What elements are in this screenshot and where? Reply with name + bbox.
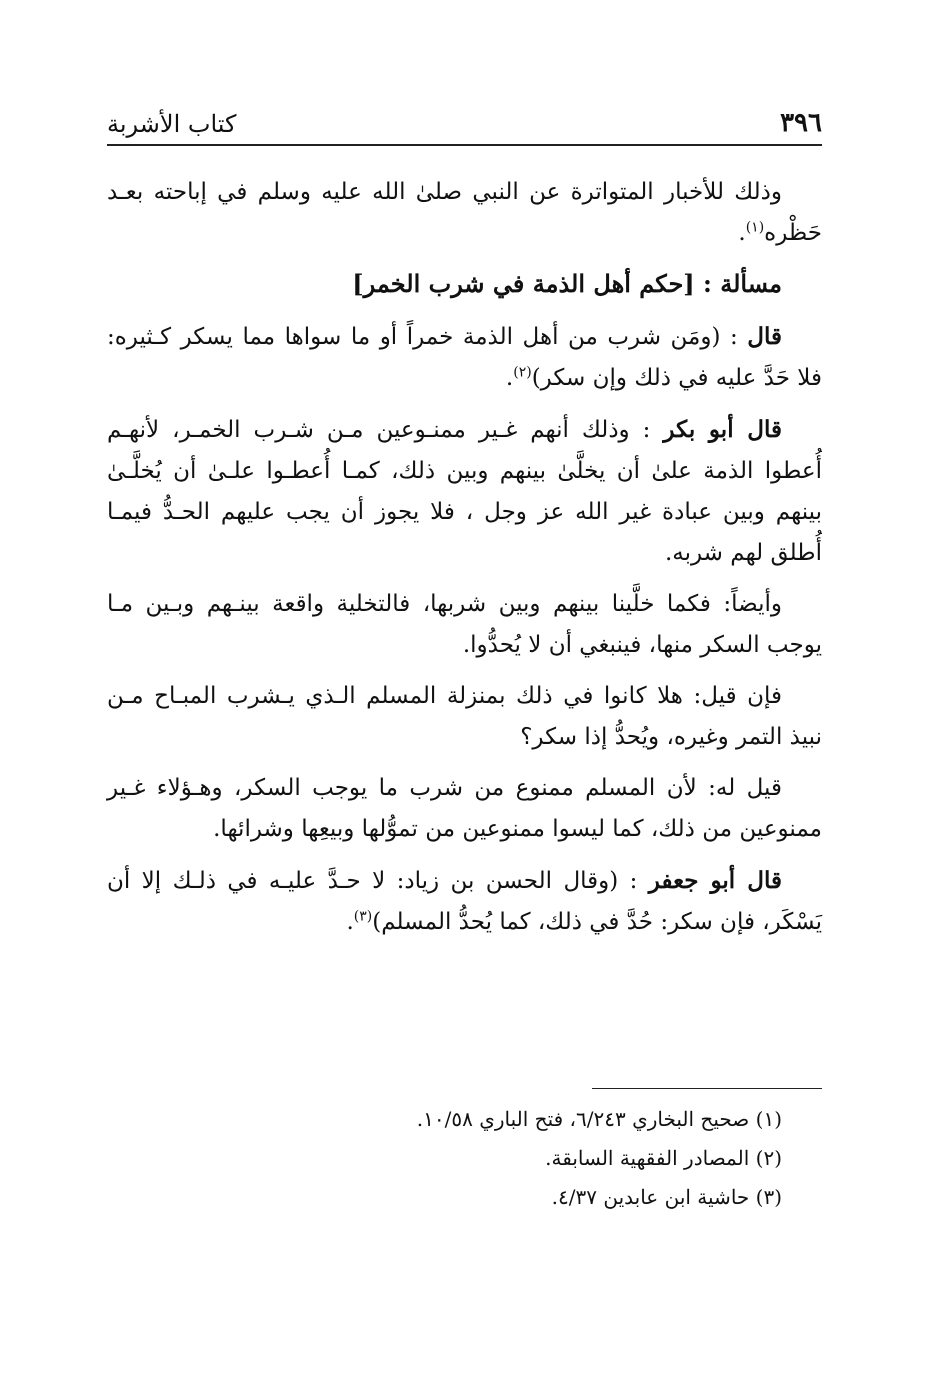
book-page <box>107 0 822 1378</box>
paragraph-2: قال : (ومَن شرب من أهل الذمة خمراً أو ما سواها مما يسكر كـثيره: فلا حَدَّ عليه في ذلك وإن سكر)$^{(٢)}$. <box>107 323 822 391</box>
footnote-ref: (٢) <box>513 364 532 381</box>
speaker-label: قال <box>747 323 782 350</box>
paragraph-1: وذلك للأخبار المتواترة عن النبي صلىٰ الله عليه وسلم في إباحته بعـد حَظْره$^{(١)}$. <box>107 179 822 246</box>
main-text <box>107 172 822 953</box>
footnote-ref: (١) <box>745 219 765 236</box>
footnote-2: (٢) المصادر الفقهية السابقة. <box>545 1146 782 1170</box>
page-header <box>107 102 822 146</box>
section-heading: مسألة : [حكم أهل الذمة في شرب الخمر] <box>352 269 782 298</box>
speaker-label: قال أبو جعفر <box>648 867 782 894</box>
paragraph-3: قال أبو بكر : وذلك أنهم غـير ممنـوعين مـن شـرب الخمـر، لأنهـم أُعطوا الذمة علىٰ أن يخلَّىٰ بينهم وبين ذلك، كمـا أُعطـوا علـىٰ أن يُخلَّـىٰ بينهم وبين عبادة غير الله عز وجل ، فلا يجوز أن يجب عليهم الحـدُّ فيمـا أُطلق لهم شربه. <box>107 416 822 566</box>
footnote-ref: (٣) <box>353 908 373 925</box>
footnote-divider <box>592 1088 822 1089</box>
speaker-label: قال أبو بكر <box>663 416 782 443</box>
paragraph-7: قال أبو جعفر : (وقال الحسن بن زياد: لا حـدَّ عليـه في ذلـك إلا أن يَسْكَر، فإن سكر: حُدَّ في ذلك، كما يُحدُّ المسلم)$^{(٣)}$. <box>107 867 822 935</box>
paragraph-4: وأيضاً: فكما خلَّينا بينهم وبين شربها، فالتخلية واقعة بينـهم وبـين مـا يوجب السكر منها، فينبغي أن لا يُحدُّوا. <box>107 591 822 658</box>
footnotes <box>107 1100 822 1217</box>
paragraph-6: قيل له: لأن المسلم ممنوع من شرب ما يوجب السكر، وهـؤلاء غـير ممنوعين من ذلك، كما ليسوا ممنوعين من تموُّلها وبيعِها وشرائها. <box>107 775 822 842</box>
footnote-1: (١) صحيح البخاري ٦/٢٤٣، فتح الباري ١٠/٥٨. <box>416 1107 782 1131</box>
paragraph-5: فإن قيل: هلا كانوا في ذلك بمنزلة المسلم الـذي يـشرب المبـاح مـن نبيذ التمر وغيره، ويُحدُّ إذا سكر؟ <box>107 683 822 750</box>
footnote-3: (٣) حاشية ابن عابدين ٤/٣٧. <box>551 1185 782 1209</box>
page-number: ٣٩٦ <box>780 108 822 138</box>
book-title: كتاب الأشربة <box>107 110 237 138</box>
